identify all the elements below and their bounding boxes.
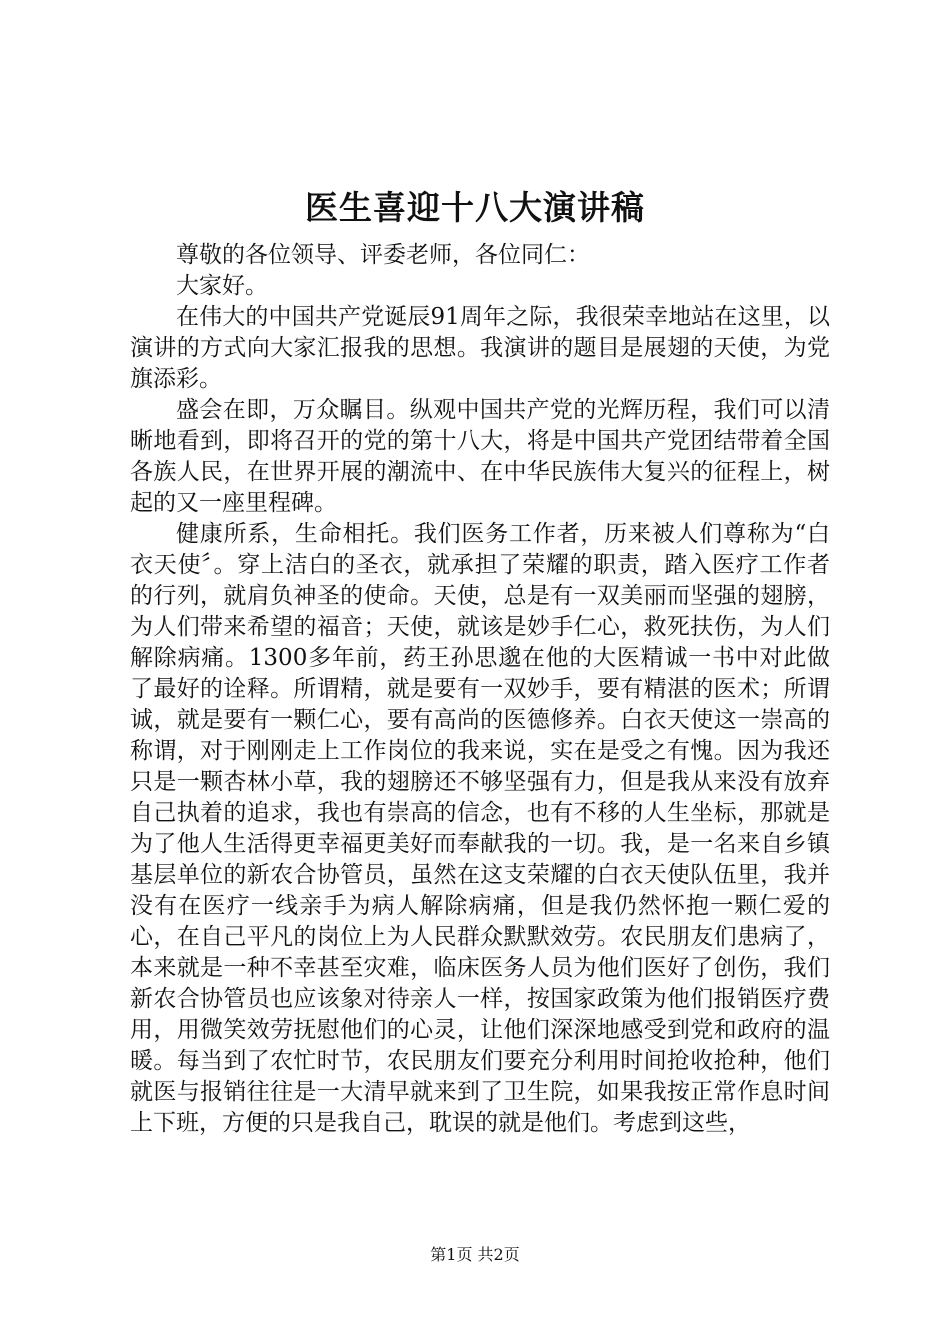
- salutation-paragraph: 尊敬的各位领导、评委老师，各位同仁：: [176, 242, 590, 268]
- body-paragraph: 在伟大的中国共产党诞辰91周年之际，我很荣幸地站在这里，以演讲的方式向大家汇报我的思想。我演讲的题目是展翅的天使，为党旗添彩。: [130, 304, 830, 392]
- greeting-paragraph: 大家好。: [176, 273, 268, 299]
- document-body: [130, 240, 830, 1139]
- page-number-footer: 第1页 共2页: [430, 1245, 520, 1264]
- page-title: 医生喜迎十八大演讲稿: [305, 188, 645, 227]
- body-paragraph: 盛会在即，万众瞩目。纵观中国共产党的光辉历程，我们可以清晰地看到，即将召开的党的第十八大，将是中国共产党团结带着全国各族人民，在世界开展的潮流中、在中华民族伟大复兴的征程上，树起的又一座里程碑。: [130, 397, 830, 516]
- body-paragraph: 健康所系，生命相托。我们医务工作者，历来被人们尊称为“白衣天使〞。穿上洁白的圣衣，就承担了荣耀的职责，踏入医疗工作者的行列，就肩负神圣的使命。天使，总是有一双美丽而坚强的翅膀，为人们带来希望的福音；天使，就该是妙手仁心，救死扶伤，为人们解除病痛。1300多年前，药王孙思邈在他的大医精诚一书中对此做了最好的诠释。所谓精，就是要有一双妙手，要有精湛的医术；所谓诚，就是要有一颗仁心，要有高尚的医德修养。白衣天使这一崇高的称谓，对于刚刚走上工作岗位的我来说，实在是受之有愧。因为我还只是一颗杏林小草，我的翅膀还不够坚强有力，但是我从来没有放弃自己执着的追求，我也有崇高的信念，也有不移的人生坐标，那就是为了他人生活得更幸福更美好而奉献我的一切。我，是一名来自乡镇基层单位的新农合协管员，虽然在这支荣耀的白衣天使队伍里，我并没有在医疗一线亲手为病人解除病痛，但是我仍然怀抱一颗仁爱的心，在自己平凡的岗位上为人民群众默默效劳。农民朋友们患病了，本来就是一种不幸甚至灾难，临床医务人员为他们医好了创伤，我们新农合协管员也应该象对待亲人一样，按国家政策为他们报销医疗费用，用微笑效劳抚慰他们的心灵，让他们深深地感受到党和政府的温暖。每当到了农忙时节，农民朋友们要充分利用时间抢收抢种，他们就医与报销往往是一大清早就来到了卫生院，如果我按正常作息时间上下班，方便的只是我自己，耽误的就是他们。考虑到这些，: [130, 521, 830, 1136]
